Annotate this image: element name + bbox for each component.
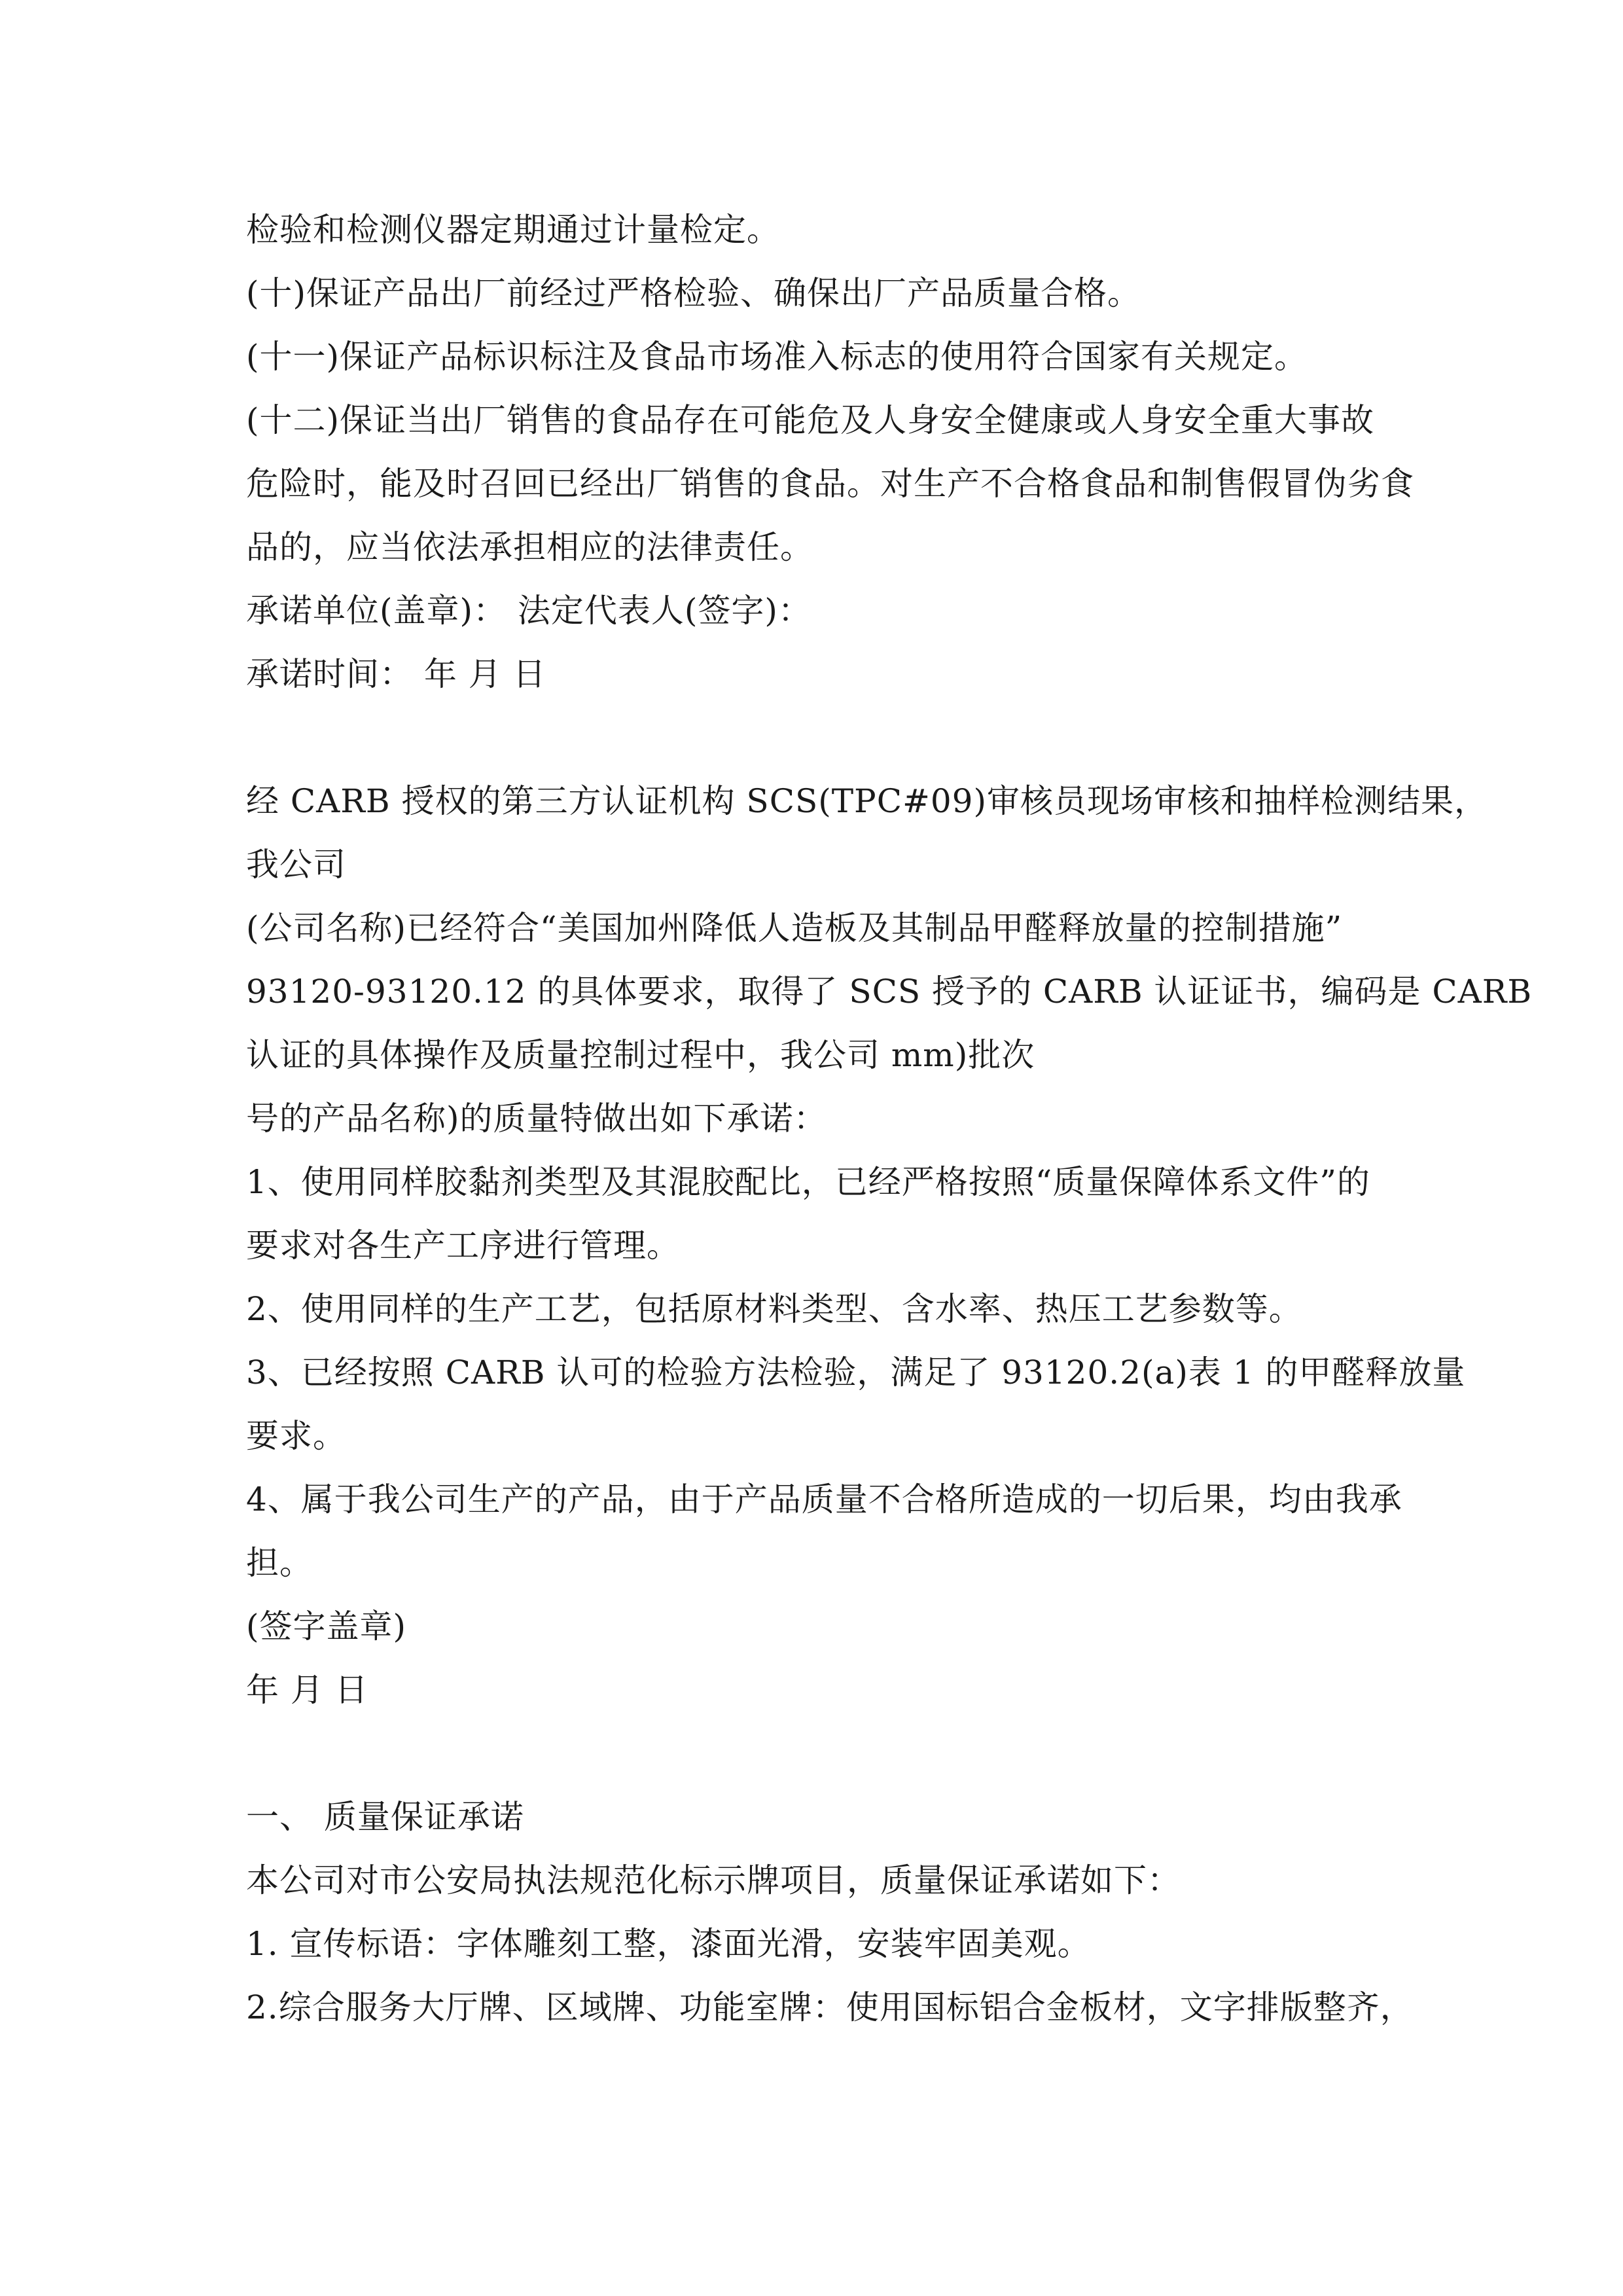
section-heading: 一、 质量保证承诺 xyxy=(246,1798,524,1836)
text-line: 号的产品名称)的质量特做出如下承诺： xyxy=(246,1100,827,1138)
text-line: 经 CARB 授权的第三方认证机构 SCS(TPC#09)审核员现场审核和抽样检测结果， xyxy=(246,782,1488,820)
text-line: 认证的具体操作及质量控制过程中，我公司 mm)批次 xyxy=(246,1036,1035,1074)
text-line: 我公司 xyxy=(246,846,346,884)
text-line: (十二)保证当出厂销售的食品存在可能危及人身安全健康或人身安全重大事故 xyxy=(246,401,1375,439)
text-line: 93120-93120.12 的具体要求，取得了 SCS 授予的 CARB 认证证书，编码是 CARB xyxy=(246,973,1533,1011)
text-line: 担。 xyxy=(246,1544,313,1582)
text-line: 1、使用同样胶黏剂类型及其混胶配比，已经严格按照“质量保障体系文件”的 xyxy=(246,1163,1370,1201)
text-line: 承诺单位(盖章)： 法定代表人(签字)： xyxy=(246,592,812,630)
text-line: 3、已经按照 CARB 认可的检验方法检验，满足了 93120.2(a)表 1 的甲醛释放量 xyxy=(246,1354,1466,1391)
text-line: 年 月 日 xyxy=(246,1671,368,1709)
text-line: 4、属于我公司生产的产品，由于产品质量不合格所造成的一切后果，均由我承 xyxy=(246,1480,1402,1518)
text-line: 要求。 xyxy=(246,1417,346,1455)
text-line: 2、使用同样的生产工艺，包括原材料类型、含水率、热压工艺参数等。 xyxy=(246,1290,1302,1328)
text-line: 品的，应当依法承担相应的法律责任。 xyxy=(246,528,813,566)
text-line: (签字盖章) xyxy=(246,1607,407,1645)
text-line: 承诺时间： 年 月 日 xyxy=(246,655,546,693)
text-line: (公司名称)已经符合“美国加州降低人造板及其制品甲醛释放量的控制措施” xyxy=(246,909,1343,947)
text-line: (十)保证产品出厂前经过严格检验、确保出厂产品质量合格。 xyxy=(246,274,1141,312)
text-line: 要求对各生产工序进行管理。 xyxy=(246,1227,680,1265)
text-line: 危险时，能及时召回已经出厂销售的食品。对生产不合格食品和制售假冒伪劣食 xyxy=(246,465,1414,503)
text-line: 1. 宣传标语：字体雕刻工整，漆面光滑，安装牢固美观。 xyxy=(246,1925,1091,1963)
text-line: 检验和检测仪器定期通过计量检定。 xyxy=(246,211,780,249)
text-line: 2.综合服务大厅牌、区域牌、功能室牌：使用国标铝合金板材，文字排版整齐， xyxy=(246,1988,1414,2026)
text-line: 本公司对市公安局执法规范化标示牌项目，质量保证承诺如下： xyxy=(246,1861,1181,1899)
text-line: (十一)保证产品标识标注及食品市场准入标志的使用符合国家有关规定。 xyxy=(246,338,1308,376)
